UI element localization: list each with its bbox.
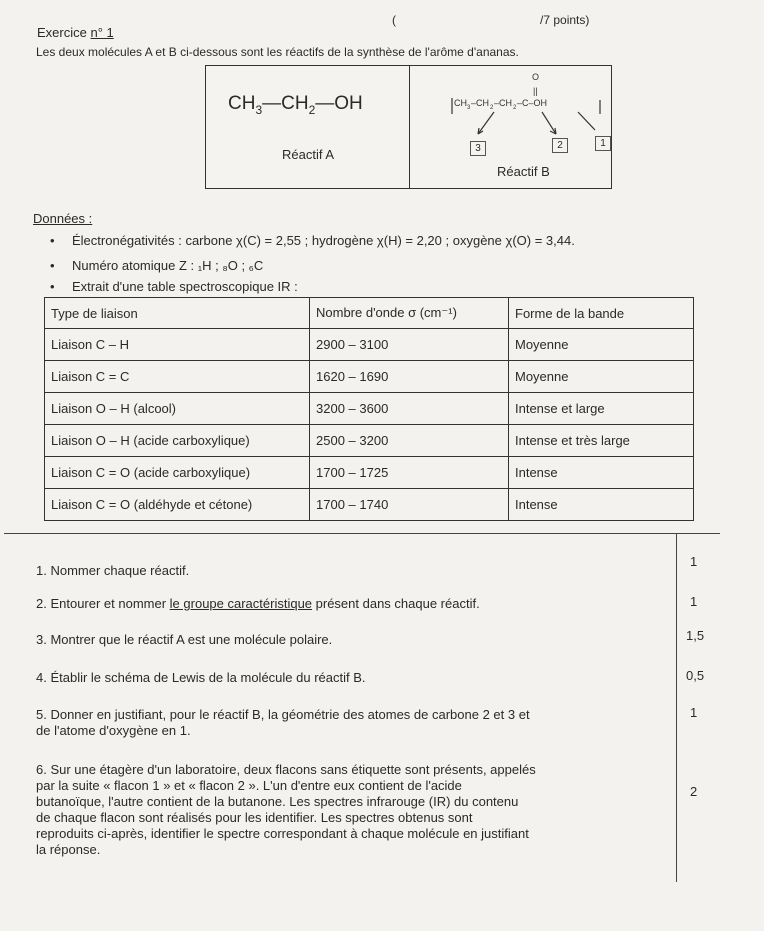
points-q1: 1	[690, 554, 698, 569]
svg-text:–CH: –CH	[494, 98, 513, 108]
question-6	[36, 762, 536, 858]
question-6-line-3: butanoïque, l'autre contient de la butanone. Les spectres infrarouge (IR) du contenu	[36, 794, 519, 809]
points-total: /7 points)	[540, 13, 590, 27]
svg-text:–CH: –CH	[471, 98, 490, 108]
table-row	[45, 393, 694, 425]
arrow-3	[478, 112, 494, 134]
svg-text:2: 2	[513, 105, 517, 111]
table-row	[45, 361, 694, 393]
question-5	[36, 707, 530, 739]
donnees-title: Données :	[33, 211, 93, 226]
question-6-line-2: par la suite « flacon 1 » et « flacon 2 ». L'un d'entre eux contient de l'acide	[36, 778, 462, 793]
header-band: Forme de la bande	[509, 298, 694, 329]
table-cell: 1700 – 1740	[310, 489, 509, 521]
table-cell: Intense et large	[509, 393, 694, 425]
question-2-end: présent dans chaque réactif.	[312, 596, 480, 611]
svg-text:–C–OH: –C–OH	[517, 98, 548, 108]
question-6-line-5: reproduits ci-après, identifier le spectre correspondant à chaque molécule en justifiant	[36, 826, 529, 841]
question-2-underlined: le groupe caractéristique	[169, 596, 313, 611]
svg-text:O: O	[532, 72, 540, 82]
svg-text:CH: CH	[454, 98, 467, 108]
table-row	[45, 329, 694, 361]
svg-text:||: ||	[533, 86, 538, 96]
reactif-a-label: Réactif A	[282, 147, 335, 162]
table-row	[45, 489, 694, 521]
table-cell: Moyenne	[509, 361, 694, 393]
table-cell: 2500 – 3200	[310, 425, 509, 457]
table-cell: 2900 – 3100	[310, 329, 509, 361]
table-cell: Moyenne	[509, 329, 694, 361]
table-cell: Intense	[509, 489, 694, 521]
carbon-number-1: 1	[595, 136, 611, 151]
exercise-number: n° 1	[90, 25, 114, 40]
carbon-number-3: 3	[470, 141, 486, 156]
table-row	[45, 457, 694, 489]
exercise-title	[37, 25, 114, 40]
header-wavenumber: Nombre d'onde σ (cm⁻¹)	[310, 298, 509, 329]
molecule-a-formula: $CH_3—CH_2—OH$	[228, 93, 363, 117]
questions-box	[4, 533, 720, 882]
question-6-line-4: de chaque flacon sont réalisés pour les identifier. Les spectres obtenus sont	[36, 810, 473, 825]
table-cell: 1620 – 1690	[310, 361, 509, 393]
table-cell: Liaison C = O (acide carboxylique)	[45, 457, 310, 489]
question-4: 4. Établir le schéma de Lewis de la molécule du réactif B.	[36, 670, 366, 685]
table-row	[45, 425, 694, 457]
header-paren: (	[392, 13, 396, 27]
electronegativity-item: • Électronégativités : carbone χ(C) = 2,55 ; hydrogène χ(H) = 2,20 ; oxygène χ(O) = 3,44.	[72, 233, 575, 248]
molecules-divider	[409, 66, 410, 188]
ir-table	[44, 297, 694, 521]
points-q5: 1	[690, 705, 698, 720]
points-q3: 1,5	[686, 628, 705, 643]
table-cell: Intense	[509, 457, 694, 489]
arrow-2	[542, 112, 556, 134]
table-cell: Liaison O – H (alcool)	[45, 393, 310, 425]
points-q4: 0,5	[686, 668, 705, 683]
table-cell: 1700 – 1725	[310, 457, 509, 489]
table-header-row	[45, 298, 694, 329]
question-1: 1. Nommer chaque réactif.	[36, 563, 190, 578]
svg-text:3: 3	[467, 105, 471, 111]
table-cell: 3200 – 3600	[310, 393, 509, 425]
table-cell: Liaison O – H (acide carboxylique)	[45, 425, 310, 457]
molecule-b-drawing	[450, 70, 610, 150]
atomic-number-item: • Numéro atomique Z : ₁H ; ₈O ; ₆C	[72, 258, 263, 273]
table-cell: Liaison C = C	[45, 361, 310, 393]
question-5-line-2: de l'atome d'oxygène en 1.	[36, 723, 191, 738]
ir-intro-item: • Extrait d'une table spectroscopique IR :	[72, 279, 298, 294]
question-2	[36, 596, 480, 612]
question-5-line-1: 5. Donner en justifiant, pour le réactif B, la géométrie des atomes de carbone 2 et 3 et	[36, 707, 530, 722]
question-3: 3. Montrer que le réactif A est une molécule polaire.	[36, 632, 333, 647]
points-column-divider	[676, 534, 677, 882]
svg-text:2: 2	[490, 105, 494, 111]
exercise-prefix: Exercice	[37, 25, 91, 40]
points-q6: 2	[690, 784, 698, 799]
table-cell: Liaison C = O (aldéhyde et cétone)	[45, 489, 310, 521]
question-6-line-6: la réponse.	[36, 842, 101, 857]
arrow-1	[578, 112, 595, 130]
points-q2: 1	[690, 594, 698, 609]
header-type: Type de liaison	[45, 298, 310, 329]
reactif-b-label: Réactif B	[497, 164, 550, 179]
table-cell: Liaison C – H	[45, 329, 310, 361]
table-cell: Intense et très large	[509, 425, 694, 457]
intro-text: Les deux molécules A et B ci-dessous sont les réactifs de la synthèse de l'arôme d'ananas.	[36, 45, 519, 59]
question-6-line-1: 6. Sur une étagère d'un laboratoire, deux flacons sans étiquette sont présents, appelés	[36, 762, 536, 777]
question-2-start: 2. Entourer et nommer	[36, 596, 170, 611]
carbon-number-2: 2	[552, 138, 568, 153]
